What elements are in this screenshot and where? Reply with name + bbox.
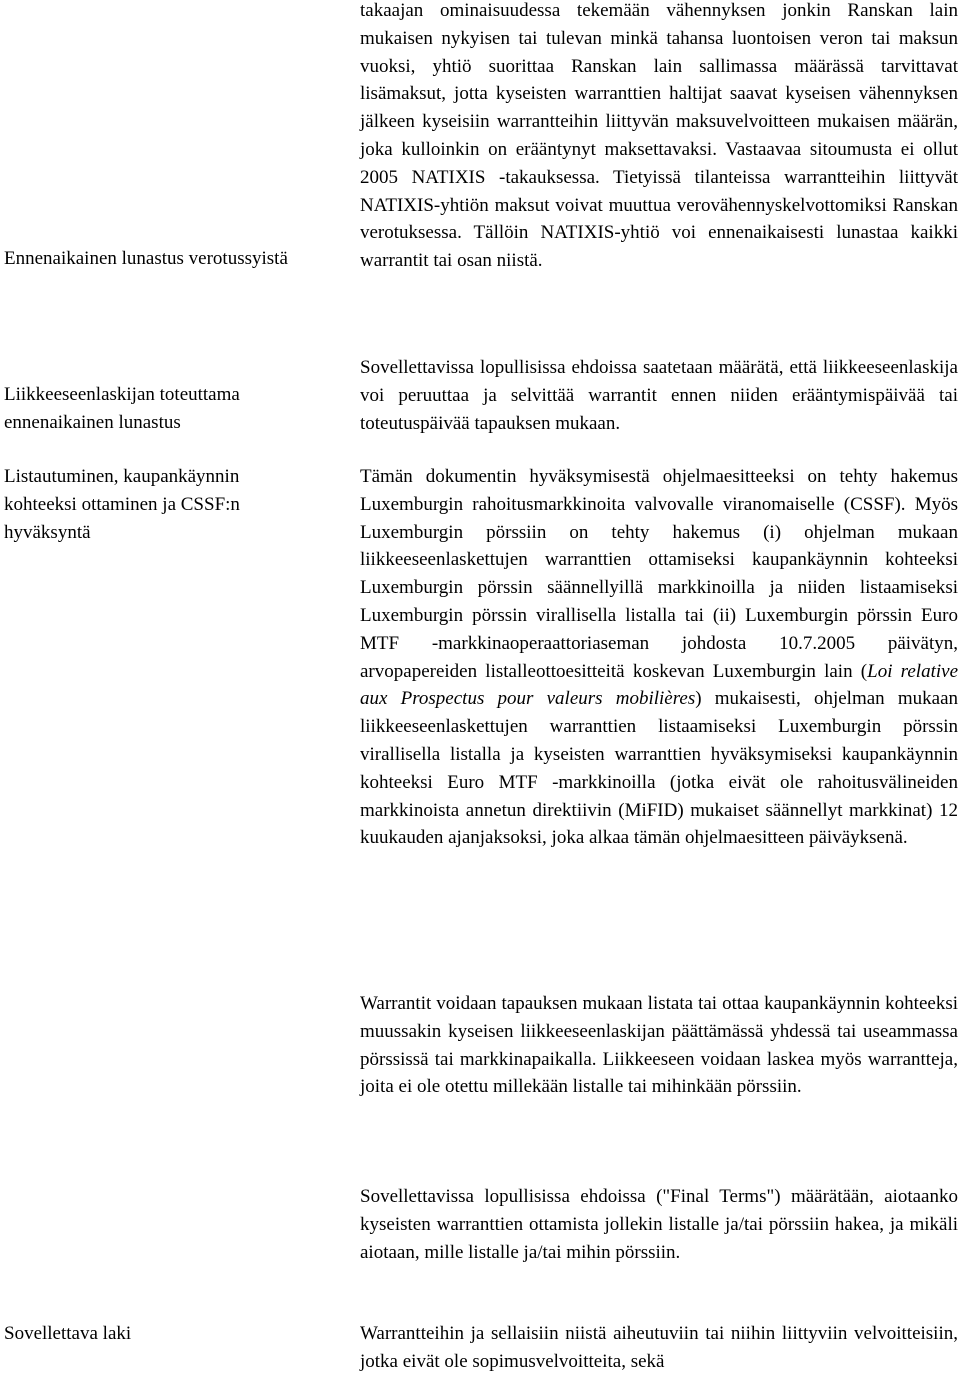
listing-text-law-title: Loi relative aux Prospectus pour valeurs mobilières	[360, 660, 959, 710]
heading-early-redemption-tax: Ennenaikainen lunastus verotussyistä	[4, 248, 288, 269]
paragraph-listing-approval	[360, 463, 958, 852]
paragraph-issuer-early-redemption: Sovellettavissa lopullisissa ehdoissa saatetaan määrätä, että liikkeeseenlaskija voi peruuttaa ja selvittää warrantit ennen niiden erääntymispäivää tai toteutuspäivää tapauksen mukaan.	[360, 357, 958, 434]
paragraph-tax-gross-up: takaajan ominaisuudessa tekemään vähennyksen jonkin Ranskan lain mukaisen nykyisen tai tulevan minkä tahansa luontoisen veron tai maksun vuoksi, yhtiö suorittaa Ranskan lain sallimassa määrässä tarvittavat lisämaksut, jotta kyseisten warranttien haltijat saavat kyseisen vähennyksen jälkeen kyseisiin warrantteihin liittyvän maksuvelvoitteen mukaisen määrän, joka kulloinkin on erääntynyt maksettavaksi. Vastaavaa sitoumusta ei ollut 2005 NATIXIS -takauksessa. Tietyissä tilanteissa warrantteihin liittyvät NATIXIS-yhtiön maksut voivat muuttua verovähennyskelvottomiksi Ranskan verotuksessa. Tällöin NATIXIS-yhtiö voi ennenaikaisesti lunastaa kaikki warrantit tai osan niistä.	[360, 0, 958, 272]
paragraph-final-terms: Sovellettavissa lopullisissa ehdoissa ("Final Terms") määrätään, aiotaanko kyseisten warranttien ottamista jollekin listalle ja/tai pörssiin hakea, ja mikäli aiotaan, mille listalle ja/tai mihin pörssiin.	[360, 1186, 958, 1263]
paragraph-governing-law: Warrantteihin ja sellaisiin niistä aiheutuviin tai niihin liittyviin velvoitteisiin, jotka eivät ole sopimusvelvoitteita, sekä	[360, 1323, 958, 1372]
paragraph-other-exchanges: Warrantit voidaan tapauksen mukaan listata tai ottaa kaupankäynnin kohteeksi muussakin kyseisen liikkeeseenlaskijan päättämässä yhdessä tai useammassa pörssissä tai markkinapaikalla. Liikkeeseen voidaan laskea myös warrantteja, joita ei ole otettu millekään listalle tai mihinkään pörssiin.	[360, 993, 958, 1098]
listing-text-part1: Tämän dokumentin hyväksymisestä ohjelmaesitteeksi on tehty hakemus Luxemburgin rahoitusmarkkinoita valvovalle viranomaiselle (CSSF). Myös Luxemburgin pörssiin on tehty hakemus (i) ohjelman mukaan liikkeeseenlaskettujen warranttien ottamiseksi kaupankäynnin kohteeksi Luxemburgin pörssin säännellyillä markkinoilla ja niiden listaamiseksi Luxemburgin pörssin virallisella listalla tai (ii) Luxemburgin pörssin Euro MTF -markkinaoperaattoriaseman johdosta 10.7.2005 päivätyn, arvopapereiden listalleottoesitteitä koskevan Luxemburgin lain (	[360, 466, 958, 682]
listing-text-part2: ) mukaisesti, ohjelman mukaan liikkeeseenlaskettujen warranttien listaamiseksi Luxemburgin pörssin virallisella listalla ja kyseisten warranttien hyväksymiseksi kaupankäynnin kohteeksi Euro MTF -markkinoilla (jotka eivät ole rahoitusvälineiden markkinoista annetun direktiivin (MiFID) mukaiset säännellyt markkinat) 12 kuukauden ajanjaksoksi, joka alkaa tämän ohjelmaesitteen päiväyksenä.	[360, 688, 959, 849]
heading-listing: Listautuminen, kaupankäynnin kohteeksi ottaminen ja CSSF:n hyväksyntä	[4, 466, 240, 543]
heading-issuer-early-redemption: Liikkeeseenlaskijan toteuttama ennenaikainen lunastus	[4, 384, 240, 433]
heading-governing-law: Sovellettava laki	[4, 1323, 132, 1344]
